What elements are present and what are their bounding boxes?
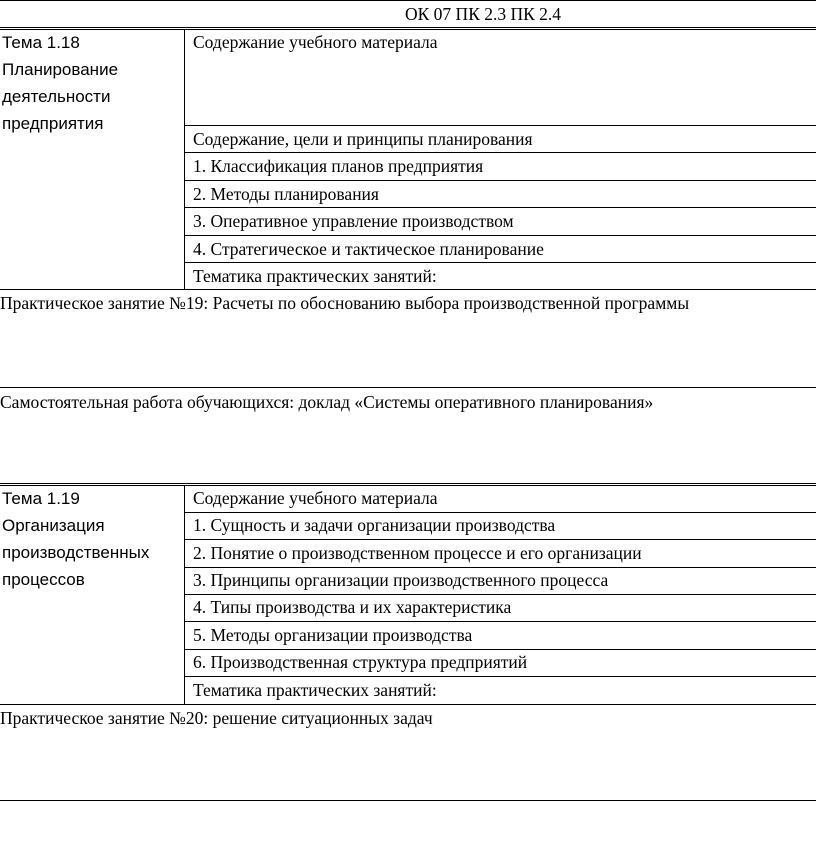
practice-heading: Тематика практических занятий: [193,266,437,286]
rule [184,621,816,622]
list-item: 3. Принципы организации производственного процесса [193,570,609,590]
topic-title-line: процессов [2,570,85,589]
rule [184,152,816,153]
rule [0,289,816,290]
content-subheading: Содержание, цели и принципы планирования [193,129,533,149]
rule [184,262,816,263]
rule [184,594,816,595]
rule [0,483,816,484]
practice-heading: Тематика практических занятий: [193,680,437,700]
topic-title-line: Планирование [2,60,119,79]
rule [0,800,816,801]
rule [184,180,816,181]
independent-work: Самостоятельная работа обучающихся: доклад «Системы оперативного планирования» [0,392,654,412]
topic-title-line: предприятия [2,114,104,133]
content-heading: Содержание учебного материала [193,32,438,52]
list-item: 1. Классификация планов предприятия [193,156,484,176]
rule [184,235,816,236]
list-item: 2. Методы планирования [193,184,379,204]
rule [184,649,816,650]
list-item: 2. Понятие о производственном процессе и его организации [193,543,642,563]
column-divider [184,485,185,704]
practice-task: Практическое занятие №19: Расчеты по обоснованию выбора производственной программы [0,293,690,313]
topic-title-line: Организация [2,516,105,535]
topic-title-line: Тема 1.19 [2,489,80,508]
rule [184,539,816,540]
rule [184,512,816,513]
competency-codes: ОК 07 ПК 2.3 ПК 2.4 [405,4,562,24]
topic-title-line: деятельности [2,87,111,106]
column-divider [184,29,185,289]
practice-task: Практическое занятие №20: решение ситуационных задач [0,708,433,728]
rule [184,207,816,208]
list-item: 6. Производственная структура предприятий [193,652,528,672]
list-item: 1. Сущность и задачи организации производства [193,515,556,535]
list-item: 3. Оперативное управление производством [193,211,514,231]
rule [0,704,816,705]
rule [0,387,816,388]
rule [184,567,816,568]
topic-18-title [2,29,118,137]
list-item: 5. Методы организации производства [193,625,473,645]
topic-title-line: Тема 1.18 [2,33,80,52]
list-item: 4. Типы производства и их характеристика [193,597,512,617]
rule [0,0,816,1]
rule [0,29,816,30]
topic-19-title [2,485,149,593]
rule [184,125,816,126]
content-heading: Содержание учебного материала [193,488,438,508]
rule [0,27,816,28]
rule [184,676,816,677]
list-item: 4. Стратегическое и тактическое планирование [193,239,544,259]
topic-title-line: производственных [2,543,150,562]
